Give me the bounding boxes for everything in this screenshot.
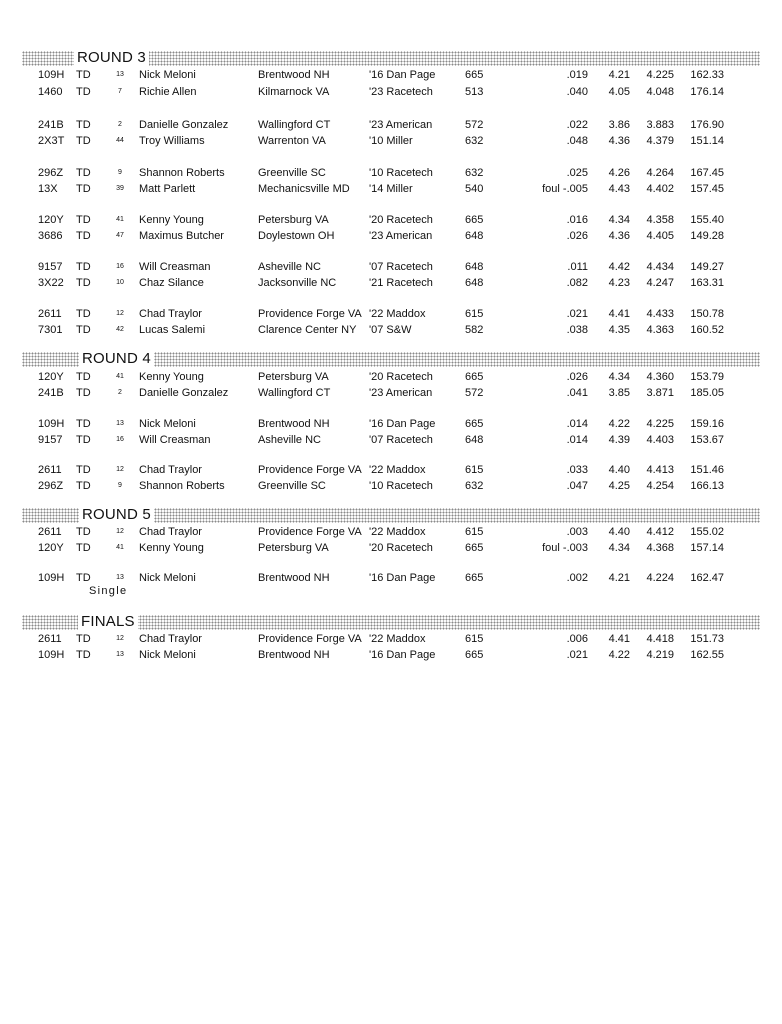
result-row [0, 306, 782, 322]
car: '14 Miller [369, 183, 413, 195]
reaction-time: .003 [566, 526, 588, 538]
cubic-inches: 665 [465, 371, 484, 383]
sixty-foot-time: 4.26 [608, 167, 630, 179]
sixty-foot-time: 4.34 [608, 542, 630, 554]
result-row [0, 540, 782, 556]
cubic-inches: 615 [465, 526, 484, 538]
hometown: Providence Forge VA [258, 308, 362, 320]
hometown: Petersburg VA [258, 371, 329, 383]
car: '20 Racetech [369, 371, 433, 383]
lane: 10 [116, 279, 124, 286]
car-number: 3X22 [38, 277, 64, 289]
cubic-inches: 665 [465, 649, 484, 661]
cubic-inches: 540 [465, 183, 484, 195]
car: '10 Racetech [369, 167, 433, 179]
result-row [0, 647, 782, 663]
result-row [0, 212, 782, 228]
lane: 13 [116, 71, 124, 78]
class: TD [76, 526, 91, 538]
driver-name: Chad Traylor [139, 633, 202, 645]
hometown: Brentwood NH [258, 69, 330, 81]
car-number: 296Z [38, 480, 64, 492]
driver-name: Chad Traylor [139, 526, 202, 538]
lane: 41 [116, 216, 124, 223]
mph: 163.31 [690, 277, 724, 289]
round-header [22, 508, 760, 523]
car: '10 Racetech [369, 480, 433, 492]
class: TD [76, 277, 91, 289]
driver-name: Danielle Gonzalez [139, 387, 229, 399]
hometown: Asheville NC [258, 261, 321, 273]
elapsed-time: 4.048 [646, 86, 674, 98]
lane: 39 [116, 185, 124, 192]
car-number: 9157 [38, 434, 63, 446]
reaction-time: .025 [566, 167, 588, 179]
cubic-inches: 665 [465, 572, 484, 584]
car-number: 109H [38, 69, 65, 81]
sixty-foot-time: 4.41 [608, 633, 630, 645]
lane: 16 [116, 263, 124, 270]
result-row [0, 631, 782, 647]
car: '07 Racetech [369, 434, 433, 446]
round-title: ROUND 4 [79, 350, 154, 367]
reaction-time: .026 [566, 230, 588, 242]
reaction-time: .002 [566, 572, 588, 584]
class: TD [76, 261, 91, 273]
elapsed-time: 3.883 [646, 119, 674, 131]
elapsed-time: 4.418 [646, 633, 674, 645]
sixty-foot-time: 4.22 [608, 649, 630, 661]
result-row [0, 259, 782, 275]
hometown: Providence Forge VA [258, 464, 362, 476]
result-row [0, 181, 782, 197]
car-number: 2611 [38, 526, 62, 538]
round-header [22, 615, 760, 630]
car-number: 241B [38, 387, 64, 399]
reaction-time: .082 [566, 277, 588, 289]
result-row [0, 432, 782, 448]
result-row [0, 84, 782, 100]
car: '16 Dan Page [369, 649, 436, 661]
cubic-inches: 632 [465, 480, 484, 492]
car-number: 120Y [38, 214, 64, 226]
driver-name: Will Creasman [139, 261, 211, 273]
elapsed-time: 4.358 [646, 214, 674, 226]
car-number: 9157 [38, 261, 63, 273]
reaction-time: .021 [566, 308, 588, 320]
result-row [0, 385, 782, 401]
class: TD [76, 230, 91, 242]
lane: 13 [116, 651, 124, 658]
car-number: 2X3T [38, 135, 65, 147]
car: '22 Maddox [369, 308, 426, 320]
elapsed-time: 3.871 [646, 387, 674, 399]
driver-name: Maximus Butcher [139, 230, 224, 242]
reaction-time: .038 [566, 324, 588, 336]
hometown: Brentwood NH [258, 418, 330, 430]
driver-name: Nick Meloni [139, 418, 196, 430]
hometown: Petersburg VA [258, 542, 329, 554]
driver-name: Troy Williams [139, 135, 205, 147]
elapsed-time: 4.412 [646, 526, 674, 538]
hometown: Greenville SC [258, 480, 326, 492]
elapsed-time: 4.254 [646, 480, 674, 492]
cubic-inches: 665 [465, 418, 484, 430]
elapsed-time: 4.405 [646, 230, 674, 242]
car: '21 Racetech [369, 277, 433, 289]
class: TD [76, 214, 91, 226]
driver-name: Lucas Salemi [139, 324, 206, 336]
car-number: 109H [38, 418, 65, 430]
result-row [0, 67, 782, 83]
lane: 41 [116, 544, 124, 551]
class: TD [76, 418, 91, 430]
lane: 12 [116, 466, 124, 473]
hometown: Clarence Center NY [258, 324, 357, 336]
class: TD [76, 167, 91, 179]
reaction-time: .011 [567, 261, 588, 273]
class: TD [76, 649, 91, 661]
class: TD [76, 86, 91, 98]
elapsed-time: 4.363 [646, 324, 674, 336]
round-header [22, 51, 760, 66]
mph: 151.14 [690, 135, 724, 147]
driver-name: Will Creasman [139, 434, 211, 446]
car-number: 109H [38, 649, 65, 661]
car: '23 American [369, 119, 433, 131]
result-row [0, 165, 782, 181]
mph: 153.79 [690, 371, 724, 383]
car-number: 241B [38, 119, 64, 131]
hometown: Jacksonville NC [258, 277, 337, 289]
reaction-time: .026 [566, 371, 588, 383]
elapsed-time: 4.247 [646, 277, 674, 289]
hometown: Brentwood NH [258, 649, 330, 661]
car: '23 American [369, 387, 433, 399]
car-number: 7301 [38, 324, 63, 336]
mph: 160.52 [690, 324, 724, 336]
mph: 176.14 [690, 86, 724, 98]
result-row [0, 117, 782, 133]
result-row [0, 462, 782, 478]
result-row [0, 524, 782, 540]
cubic-inches: 572 [465, 119, 484, 131]
car: '07 S&W [369, 324, 412, 336]
round-title: FINALS [78, 613, 138, 630]
lane: 13 [116, 420, 124, 427]
class: TD [76, 135, 91, 147]
cubic-inches: 665 [465, 542, 484, 554]
driver-name: Kenny Young [139, 214, 204, 226]
driver-name: Richie Allen [139, 86, 197, 98]
mph: 155.02 [690, 526, 724, 538]
car-number: 109H [38, 572, 65, 584]
cubic-inches: 648 [465, 277, 484, 289]
mph: 167.45 [690, 167, 724, 179]
sixty-foot-time: 3.85 [608, 387, 630, 399]
hometown: Asheville NC [258, 434, 321, 446]
car: '16 Dan Page [369, 572, 436, 584]
elapsed-time: 4.403 [646, 434, 674, 446]
cubic-inches: 648 [465, 230, 484, 242]
mph: 162.47 [690, 572, 724, 584]
car-number: 1460 [38, 86, 63, 98]
cubic-inches: 615 [465, 633, 484, 645]
car: '07 Racetech [369, 261, 433, 273]
sixty-foot-time: 3.86 [608, 119, 630, 131]
reaction-time: foul -.003 [542, 542, 588, 554]
sixty-foot-time: 4.35 [608, 324, 630, 336]
lane: 42 [116, 326, 124, 333]
mph: 166.13 [690, 480, 724, 492]
car-number: 3686 [38, 230, 63, 242]
sixty-foot-time: 4.21 [608, 572, 630, 584]
cubic-inches: 572 [465, 387, 484, 399]
car-number: 296Z [38, 167, 64, 179]
result-row [0, 275, 782, 291]
sixty-foot-time: 4.43 [608, 183, 630, 195]
sixty-foot-time: 4.36 [608, 135, 630, 147]
class: TD [76, 324, 91, 336]
driver-name: Shannon Roberts [139, 480, 225, 492]
class: TD [76, 183, 91, 195]
reaction-time: .022 [566, 119, 588, 131]
elapsed-time: 4.433 [646, 308, 674, 320]
class: TD [76, 308, 91, 320]
cubic-inches: 632 [465, 135, 484, 147]
hometown: Providence Forge VA [258, 526, 362, 538]
sixty-foot-time: 4.40 [608, 464, 630, 476]
sixty-foot-time: 4.40 [608, 526, 630, 538]
sixty-foot-time: 4.23 [608, 277, 630, 289]
reaction-time: .019 [566, 69, 588, 81]
car-number: 2611 [38, 464, 62, 476]
hometown: Kilmarnock VA [258, 86, 330, 98]
class: TD [76, 371, 91, 383]
round-title: ROUND 5 [79, 506, 154, 523]
hometown: Doylestown OH [258, 230, 335, 242]
result-row [0, 322, 782, 338]
car-number: 2611 [38, 308, 62, 320]
sixty-foot-time: 4.25 [608, 480, 630, 492]
lane: 44 [116, 137, 124, 144]
result-row [0, 369, 782, 385]
lane: 12 [116, 310, 124, 317]
elapsed-time: 4.434 [646, 261, 674, 273]
driver-name: Danielle Gonzalez [139, 119, 229, 131]
lane: 41 [116, 373, 124, 380]
elapsed-time: 4.224 [646, 572, 674, 584]
elapsed-time: 4.264 [646, 167, 674, 179]
mph: 159.16 [690, 418, 724, 430]
hometown: Mechanicsville MD [258, 183, 350, 195]
elapsed-time: 4.360 [646, 371, 674, 383]
mph: 151.73 [690, 633, 724, 645]
mph: 151.46 [690, 464, 724, 476]
class: TD [76, 542, 91, 554]
reaction-time: .047 [566, 480, 588, 492]
lane: 16 [116, 436, 124, 443]
mph: 162.33 [690, 69, 724, 81]
mph: 162.55 [690, 649, 724, 661]
hometown: Brentwood NH [258, 572, 330, 584]
driver-name: Chad Traylor [139, 464, 202, 476]
class: TD [76, 464, 91, 476]
sixty-foot-time: 4.34 [608, 214, 630, 226]
car: '22 Maddox [369, 464, 426, 476]
elapsed-time: 4.219 [646, 649, 674, 661]
hometown: Petersburg VA [258, 214, 329, 226]
result-row [0, 478, 782, 494]
car-number: 13X [38, 183, 58, 195]
sixty-foot-time: 4.34 [608, 371, 630, 383]
cubic-inches: 615 [465, 308, 484, 320]
elapsed-time: 4.413 [646, 464, 674, 476]
driver-name: Nick Meloni [139, 649, 196, 661]
lane: 9 [118, 169, 122, 176]
sixty-foot-time: 4.41 [608, 308, 630, 320]
result-row [0, 228, 782, 244]
lane: 7 [118, 88, 122, 95]
mph: 150.78 [690, 308, 724, 320]
result-row [0, 416, 782, 432]
driver-name: Chad Traylor [139, 308, 202, 320]
car: '20 Racetech [369, 214, 433, 226]
car: '23 American [369, 230, 433, 242]
lane: 2 [118, 389, 122, 396]
class: TD [76, 572, 91, 584]
elapsed-time: 4.368 [646, 542, 674, 554]
driver-name: Matt Parlett [139, 183, 196, 195]
car-number: 2611 [38, 633, 62, 645]
elapsed-time: 4.402 [646, 183, 674, 195]
elapsed-time: 4.225 [646, 69, 674, 81]
mph: 149.28 [690, 230, 724, 242]
class: TD [76, 633, 91, 645]
mph: 157.45 [690, 183, 724, 195]
cubic-inches: 648 [465, 261, 484, 273]
hometown: Wallingford CT [258, 119, 331, 131]
car: '22 Maddox [369, 633, 426, 645]
reaction-time: foul -.005 [542, 183, 588, 195]
cubic-inches: 632 [465, 167, 484, 179]
reaction-time: .016 [566, 214, 588, 226]
sixty-foot-time: 4.21 [608, 69, 630, 81]
driver-name: Kenny Young [139, 371, 204, 383]
result-row [0, 133, 782, 149]
car: '23 Racetech [369, 86, 433, 98]
sixty-foot-time: 4.42 [608, 261, 630, 273]
lane: 13 [116, 574, 124, 581]
lane: 47 [116, 232, 124, 239]
single-note: Single [89, 585, 128, 597]
reaction-time: .048 [566, 135, 588, 147]
round-header [22, 352, 760, 367]
class: TD [76, 480, 91, 492]
mph: 185.05 [690, 387, 724, 399]
round-title: ROUND 3 [74, 49, 149, 66]
reaction-time: .040 [566, 86, 588, 98]
lane: 2 [118, 121, 122, 128]
sixty-foot-time: 4.22 [608, 418, 630, 430]
reaction-time: .041 [566, 387, 588, 399]
mph: 157.14 [690, 542, 724, 554]
driver-name: Nick Meloni [139, 69, 196, 81]
mph: 153.67 [690, 434, 724, 446]
hometown: Providence Forge VA [258, 633, 362, 645]
class: TD [76, 119, 91, 131]
sixty-foot-time: 4.05 [608, 86, 630, 98]
class: TD [76, 387, 91, 399]
car-number: 120Y [38, 371, 64, 383]
cubic-inches: 665 [465, 69, 484, 81]
car: '20 Racetech [369, 542, 433, 554]
mph: 155.40 [690, 214, 724, 226]
driver-name: Shannon Roberts [139, 167, 225, 179]
reaction-time: .014 [566, 434, 588, 446]
driver-name: Chaz Silance [139, 277, 204, 289]
lane: 12 [116, 528, 124, 535]
class: TD [76, 69, 91, 81]
reaction-time: .014 [566, 418, 588, 430]
lane: 9 [118, 482, 122, 489]
driver-name: Kenny Young [139, 542, 204, 554]
hometown: Greenville SC [258, 167, 326, 179]
sixty-foot-time: 4.39 [608, 434, 630, 446]
car-number: 120Y [38, 542, 64, 554]
result-row [0, 570, 782, 586]
mph: 149.27 [690, 261, 724, 273]
lane: 12 [116, 635, 124, 642]
hometown: Wallingford CT [258, 387, 331, 399]
cubic-inches: 648 [465, 434, 484, 446]
mph: 176.90 [690, 119, 724, 131]
cubic-inches: 615 [465, 464, 484, 476]
elapsed-time: 4.225 [646, 418, 674, 430]
class: TD [76, 434, 91, 446]
reaction-time: .006 [566, 633, 588, 645]
reaction-time: .033 [566, 464, 588, 476]
sixty-foot-time: 4.36 [608, 230, 630, 242]
hometown: Warrenton VA [258, 135, 326, 147]
car: '10 Miller [369, 135, 413, 147]
car: '16 Dan Page [369, 418, 436, 430]
driver-name: Nick Meloni [139, 572, 196, 584]
cubic-inches: 665 [465, 214, 484, 226]
cubic-inches: 582 [465, 324, 484, 336]
car: '16 Dan Page [369, 69, 436, 81]
car: '22 Maddox [369, 526, 426, 538]
cubic-inches: 513 [465, 86, 484, 98]
elapsed-time: 4.379 [646, 135, 674, 147]
reaction-time: .021 [566, 649, 588, 661]
